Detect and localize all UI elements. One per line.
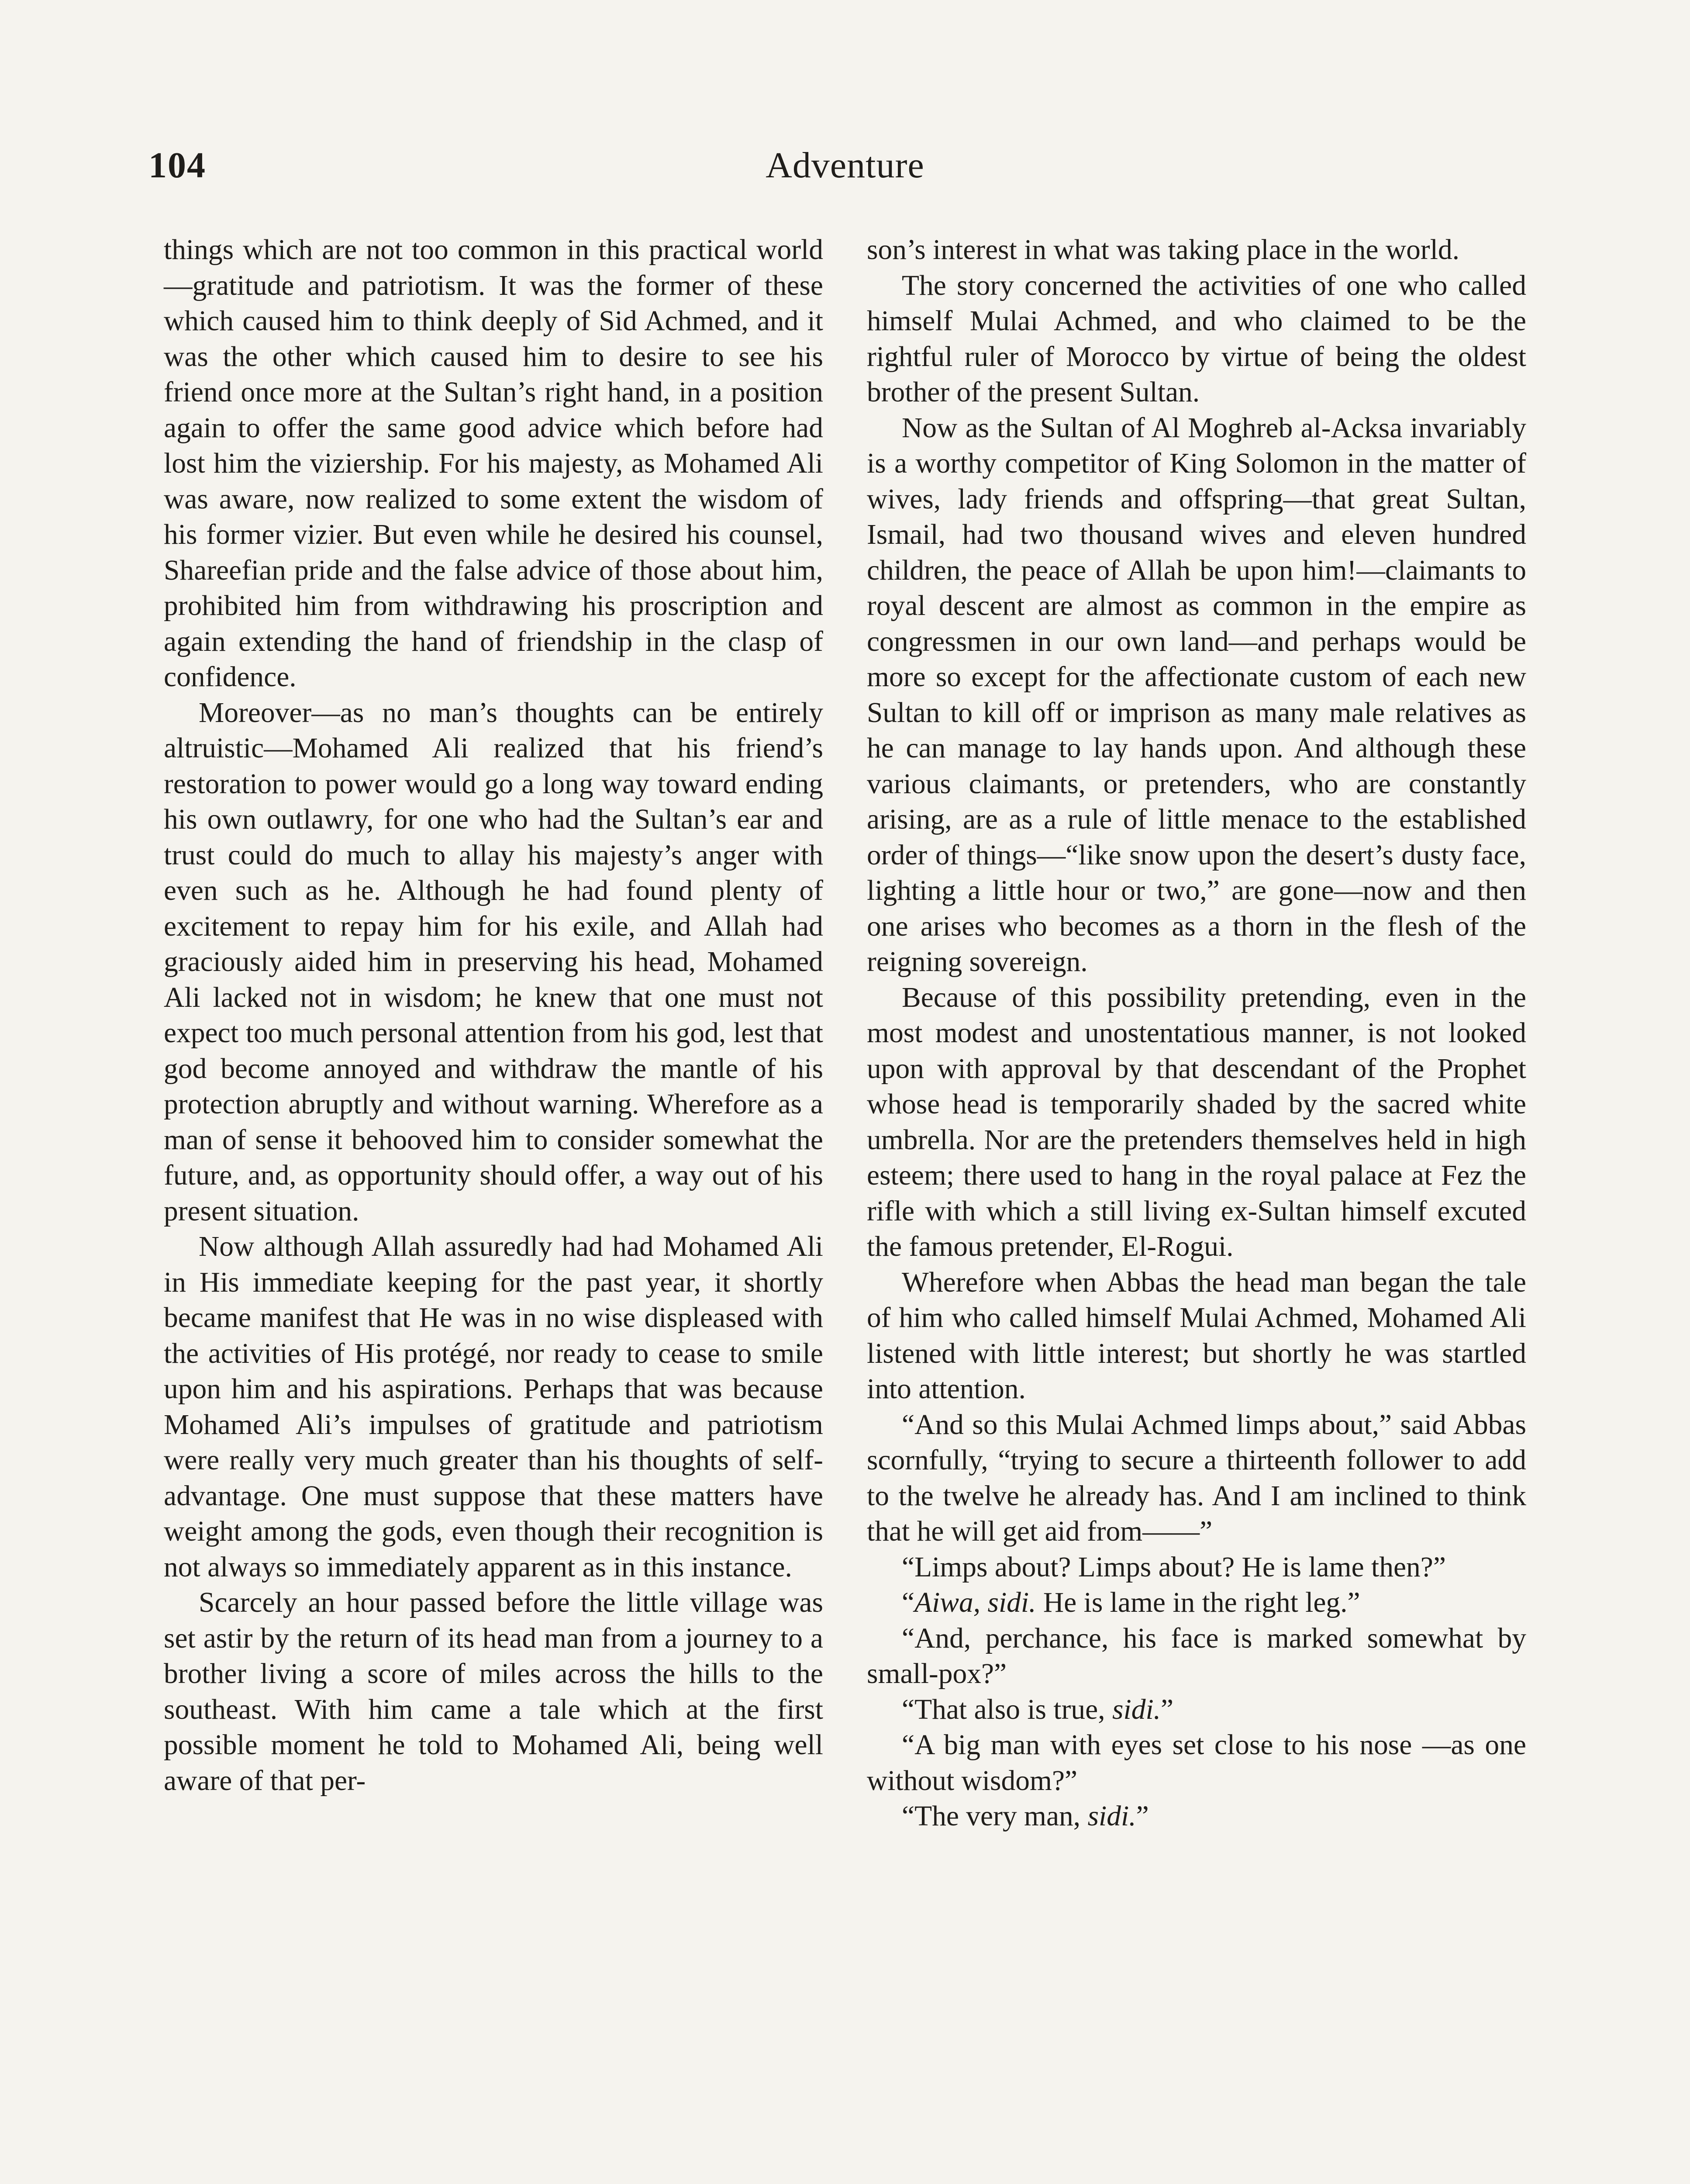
paragraph: Wherefore when Abbas the head man began the tale of him who called himself Mulai Achmed, Mohamed Ali listened with little interest; but shortly he was startled into attention.: [867, 1266, 1526, 1405]
quote-open: “That also is true,: [902, 1693, 1113, 1725]
paragraph: [867, 1585, 1526, 1621]
paragraph: son’s interest in what was taking place in the world.: [867, 234, 1460, 266]
italic-phrase: Aiwa, sidi.: [914, 1587, 1036, 1618]
paragraph: Now although Allah assuredly had had Mohamed Ali in His immediate keeping for the past year, it shortly became manifest that He was in no wise displeased with the activities of His protégé, nor ready to cease to smile upon him and his aspirations. Perhaps that was because Mohamed Ali’s impulses of gratitude and patriotism were really very much greater than his thoughts of self-advantage. One must suppose that these matters have weight among the gods, even though their recognition is not always so immediately apparent as in this instance.: [164, 1231, 823, 1583]
quote-open: “The very man,: [902, 1800, 1088, 1832]
paragraph: “And so this Mulai Achmed limps about,” said Abbas scornfully, “trying to secure a thirteenth follower to add to the twelve he already has. And I am inclined to think that he will get aid from——”: [867, 1409, 1526, 1547]
italic-phrase: sidi.: [1087, 1800, 1136, 1832]
paragraph: Now as the Sultan of Al Moghreb al-Acksa invariably is a worthy competitor of King Solomon in the matter of wives, lady friends and offspring—that great Sultan, Ismail, had two thousand wives and eleven hundred children, the peace of Allah be upon him!—claimants to royal descent are almost as common in the empire as congressmen in our own land—and perhaps would be more so except for the affectionate custom of each new Sultan to kill off or imprison as many male relatives as he can manage to lay hands upon. And although these various claimants, or pretenders, who are constantly arising, are as a rule of little menace to the established order of things—“like snow upon the desert’s dusty face, lighting a little hour or two,” are gone—now and then one arises who becomes as a thorn in the flesh of the reigning sovereign.: [867, 412, 1526, 978]
quote-open: “: [902, 1587, 915, 1618]
left-column: [164, 232, 823, 1799]
paragraph: Because of this possibility pretending, even in the most modest and unostentatious manner, is not looked upon with approval by that descendant of the Prophet whose head is temporarily shaded by the sacred white umbrella. Nor are the pretenders themselves held in high esteem; there used to hang in the royal palace at Fez the rifle with which a still living ex-Sultan himself excuted the famous pretender, El-Rogui.: [867, 981, 1526, 1262]
page-number: 104: [148, 145, 206, 186]
paragraph: “Limps about? Limps about? He is lame then?”: [902, 1551, 1446, 1583]
paragraph: The story concerned the activities of one who called himself Mulai Achmed, and who claimed to be the rightful ruler of Morocco by virtue of being the oldest brother of the present Sultan.: [867, 270, 1526, 408]
quote-rest: ”: [1161, 1693, 1174, 1725]
paragraph: [867, 1692, 1526, 1728]
paragraph: Scarcely an hour passed before the little village was set astir by the return of its head man from a journey to a brother living a score of miles across the hills to the southeast. With him came a tale which at the first possible moment he told to Mohamed Ali, being well aware of that per-: [164, 1587, 823, 1797]
quote-rest: He is lame in the right leg.”: [1036, 1587, 1360, 1618]
paragraph: [867, 1799, 1526, 1835]
quote-rest: ”: [1136, 1800, 1149, 1832]
running-head-title: Adventure: [766, 145, 924, 186]
italic-phrase: sidi.: [1112, 1693, 1161, 1725]
paragraph: “A big man with eyes set close to his nose —as one without wisdom?”: [867, 1729, 1526, 1797]
right-column: [867, 232, 1526, 1835]
paragraph: things which are not too common in this practical world—gratitude and patriotism. It was the former of these which caused him to think deeply of Sid Achmed, and it was the other which caused him to desire to see his friend once more at the Sultan’s right hand, in a position again to offer the same good advice which before had lost him the viziership. For his majesty, as Mohamed Ali was aware, now realized to some extent the wisdom of his former vizier. But even while he desired his counsel, Shareefian pride and the false advice of those about him, prohibited him from withdrawing his proscription and again extending the hand of friendship in the clasp of confidence.: [164, 234, 823, 693]
paragraph: “And, perchance, his face is marked somewhat by small-pox?”: [867, 1622, 1526, 1690]
paragraph: Moreover—as no man’s thoughts can be entirely altruistic—Mohamed Ali realized that his friend’s restoration to power would go a long way toward ending his own outlawry, for one who had the Sultan’s ear and trust could do much to allay his majesty’s anger with even such as he. Although he had found plenty of excitement to repay him for his exile, and Allah had graciously aided him in preserving his head, Mohamed Ali lacked not in wisdom; he knew that one must not expect too much personal attention from his god, lest that god become annoyed and withdraw the mantle of his protection abruptly and without warning. Wherefore as a man of sense it behooved him to consider somewhat the future, and, as opportunity should offer, a way out of his present situation.: [164, 697, 823, 1227]
